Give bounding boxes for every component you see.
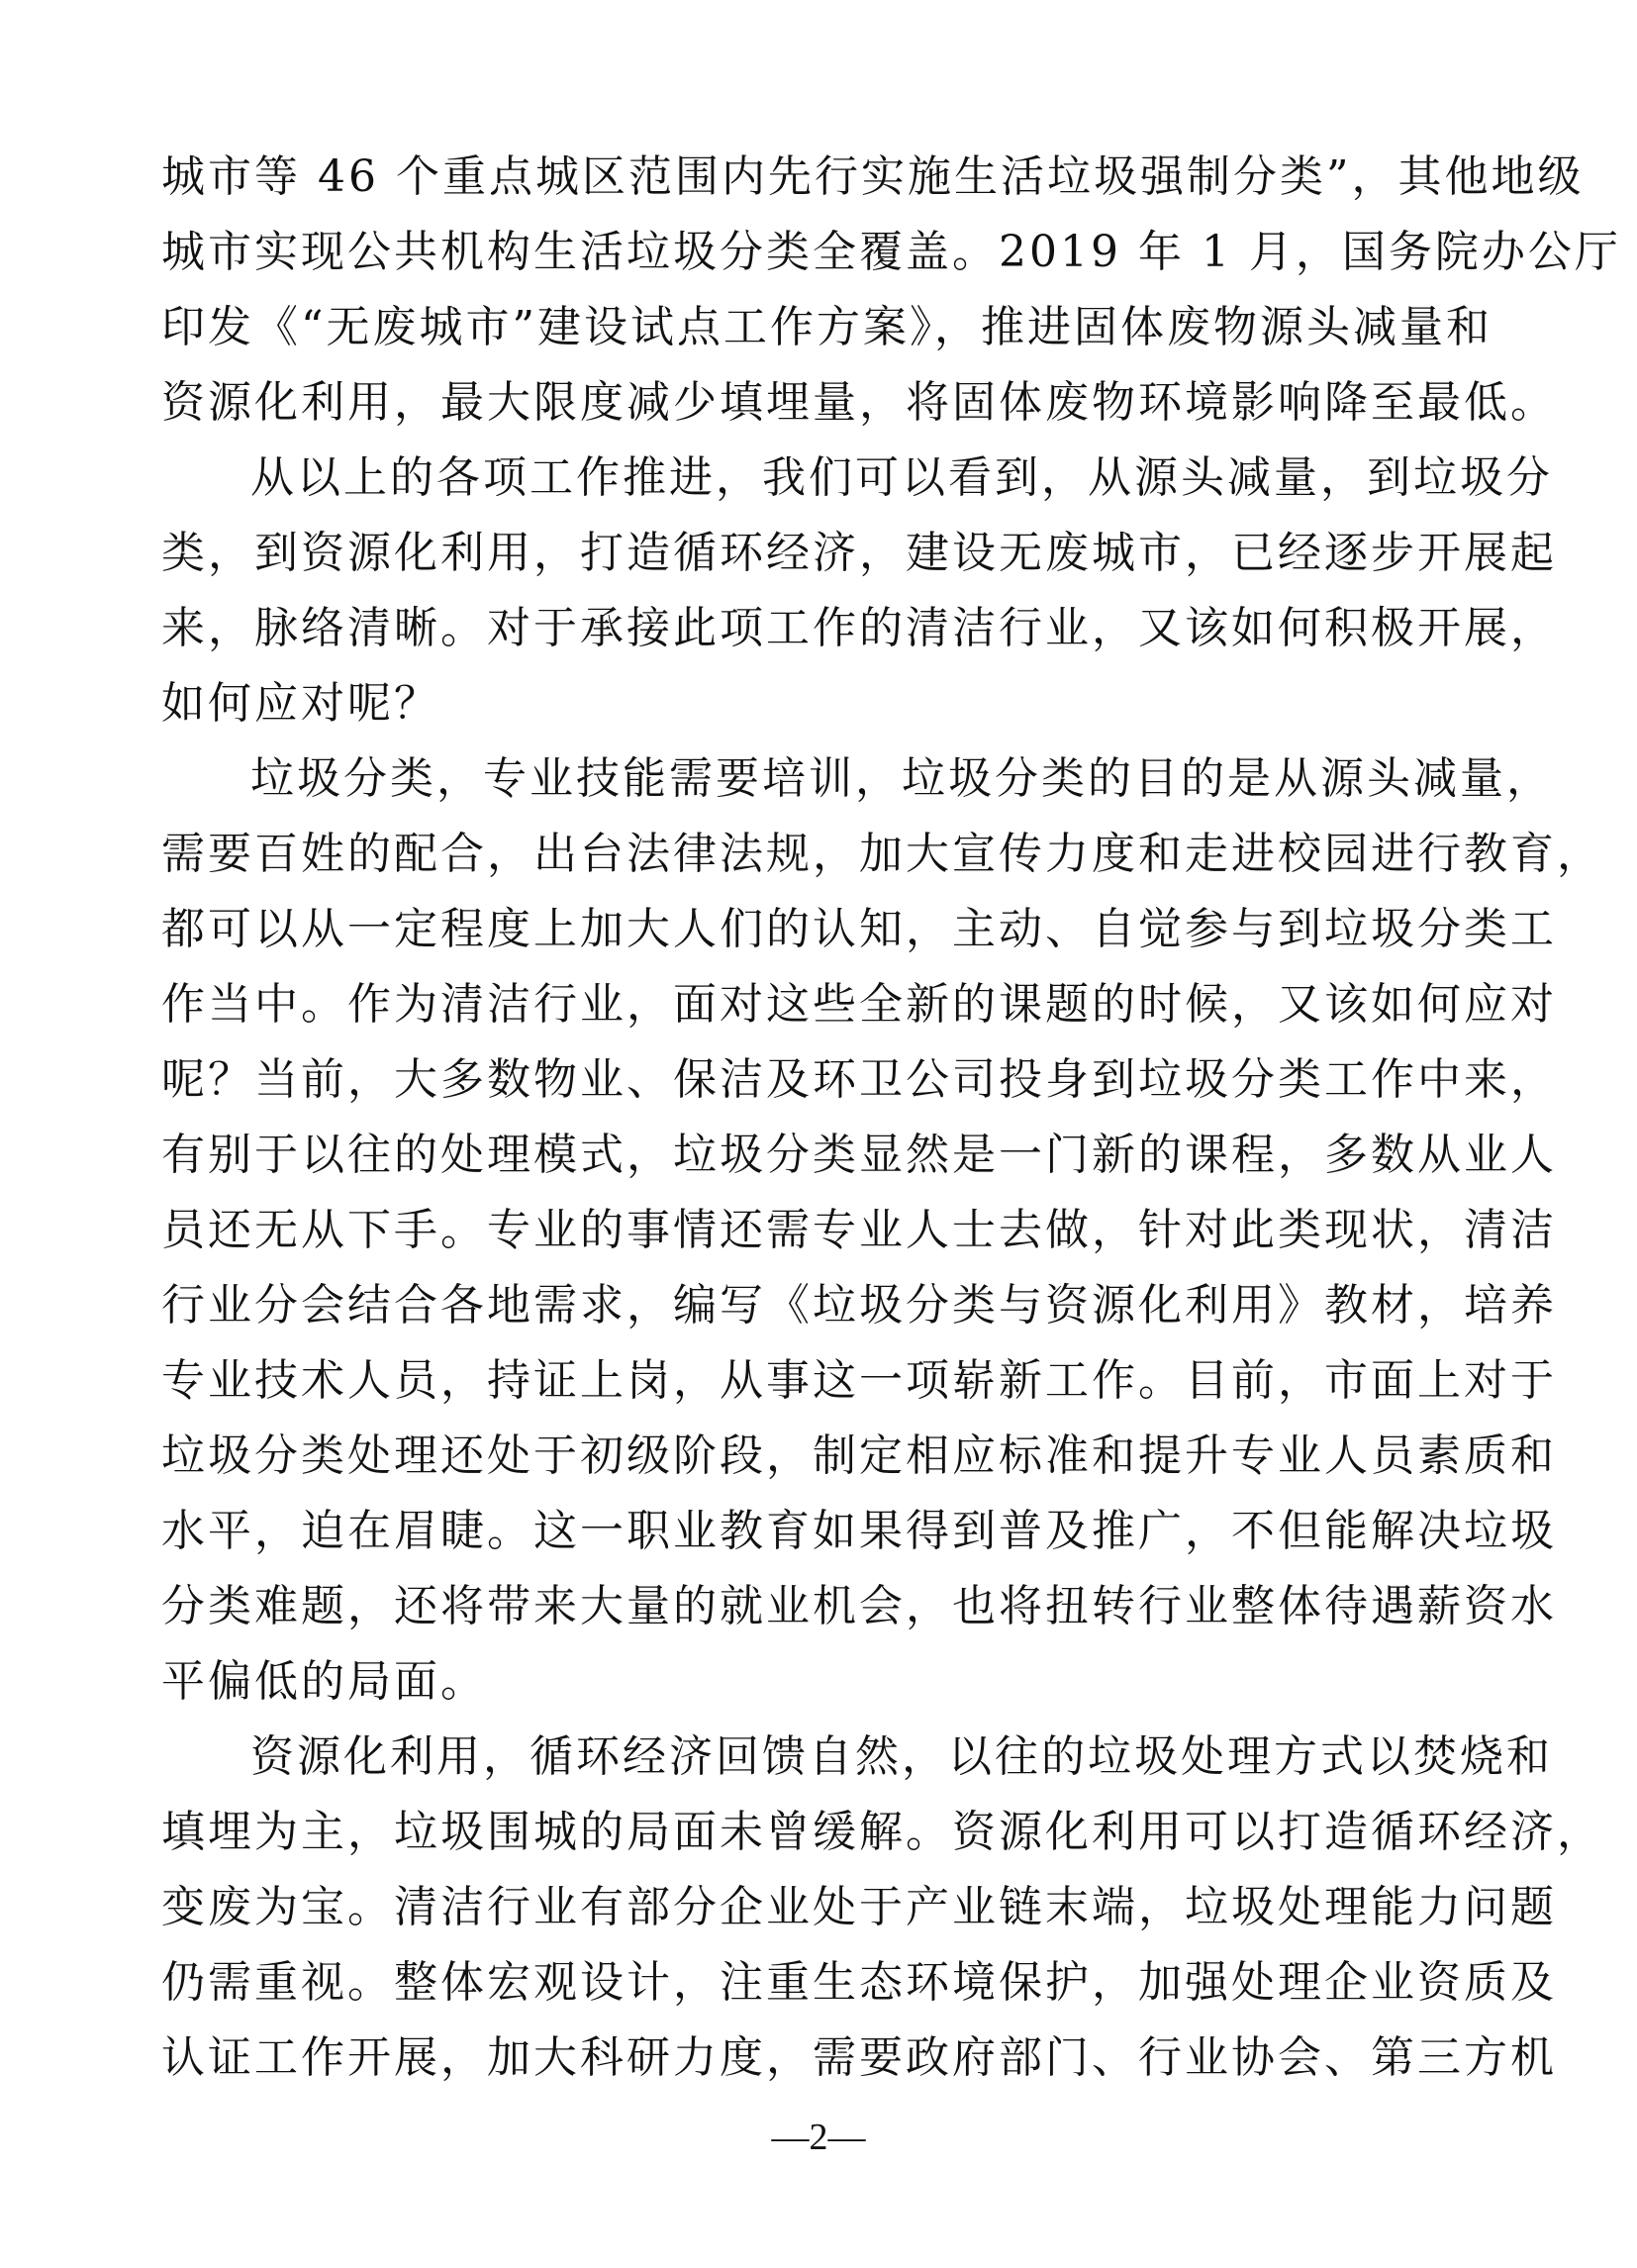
- text-line: 水平，迫在眉睫。这一职业教育如果得到普及推广，不但能解决垃圾: [161, 1506, 1557, 1556]
- text-line: 填埋为主，垃圾围城的局面未曾缓解。资源化利用可以打造循环经济，: [161, 1807, 1603, 1857]
- text-line: 需要百姓的配合，出台法律法规，加大宣传力度和走进校园进行教育，: [161, 829, 1603, 879]
- text-line: 来，脉络清晰。对于承接此项工作的清洁行业，又该如何积极开展，: [161, 603, 1557, 653]
- text-line: 仍需重视。整体宏观设计，注重生态环境保护，加强处理企业资质及: [161, 1957, 1557, 2008]
- text-line: 类，到资源化利用，打造循环经济，建设无废城市，已经逐步开展起: [161, 528, 1557, 578]
- text-line: 从以上的各项工作推进，我们可以看到，从源头减量，到垃圾分: [250, 452, 1553, 503]
- text-line: 呢？当前，大多数物业、保洁及环卫公司投身到垃圾分类工作中来，: [161, 1054, 1557, 1105]
- text-line: 员还无从下手。专业的事情还需专业人士去做，针对此类现状，清洁: [161, 1205, 1557, 1255]
- text-line: 垃圾分类，专业技能需要培训，垃圾分类的目的是从源头减量，: [250, 753, 1553, 804]
- text-line: 印发《“无废城市”建设试点工作方案》，推进固体废物源头减量和: [161, 302, 1493, 352]
- page-number: —2—: [771, 2117, 866, 2158]
- text-line: 资源化利用，最大限度减少填埋量，将固体废物环境影响降至最低。: [161, 377, 1557, 428]
- text-line: 城市实现公共机构生活垃圾分类全覆盖。2019 年 1 月，国务院办公厅: [161, 227, 1621, 277]
- text-line: 有别于以往的处理模式，垃圾分类显然是一门新的课程，多数从业人: [161, 1130, 1557, 1180]
- text-line: 平偏低的局面。: [161, 1656, 487, 1707]
- text-line: 认证工作开展，加大科研力度，需要政府部门、行业协会、第三方机: [161, 2032, 1557, 2083]
- text-line: 分类难题，还将带来大量的就业机会，也将扭转行业整体待遇薪资水: [161, 1581, 1557, 1631]
- text-line: 都可以从一定程度上加大人们的认知，主动、自觉参与到垃圾分类工: [161, 904, 1557, 954]
- text-line: 垃圾分类处理还处于初级阶段，制定相应标准和提升专业人员素质和: [161, 1430, 1557, 1481]
- text-line: 变废为宝。清洁行业有部分企业处于产业链末端，垃圾处理能力问题: [161, 1882, 1557, 1932]
- text-line: 行业分会结合各地需求，编写《垃圾分类与资源化利用》教材，培养: [161, 1280, 1557, 1331]
- text-line: 专业技术人员，持证上岗，从事这一项崭新工作。目前，市面上对于: [161, 1355, 1557, 1406]
- text-line: 作当中。作为清洁行业，面对这些全新的课题的时候，又该如何应对: [161, 979, 1557, 1030]
- text-line: 城市等 46 个重点城区范围内先行实施生活垃圾强制分类”，其他地级: [161, 151, 1585, 202]
- text-line: 如何应对呢？: [161, 678, 440, 729]
- text-line: 资源化利用，循环经济回馈自然，以往的垃圾处理方式以焚烧和: [250, 1731, 1553, 1782]
